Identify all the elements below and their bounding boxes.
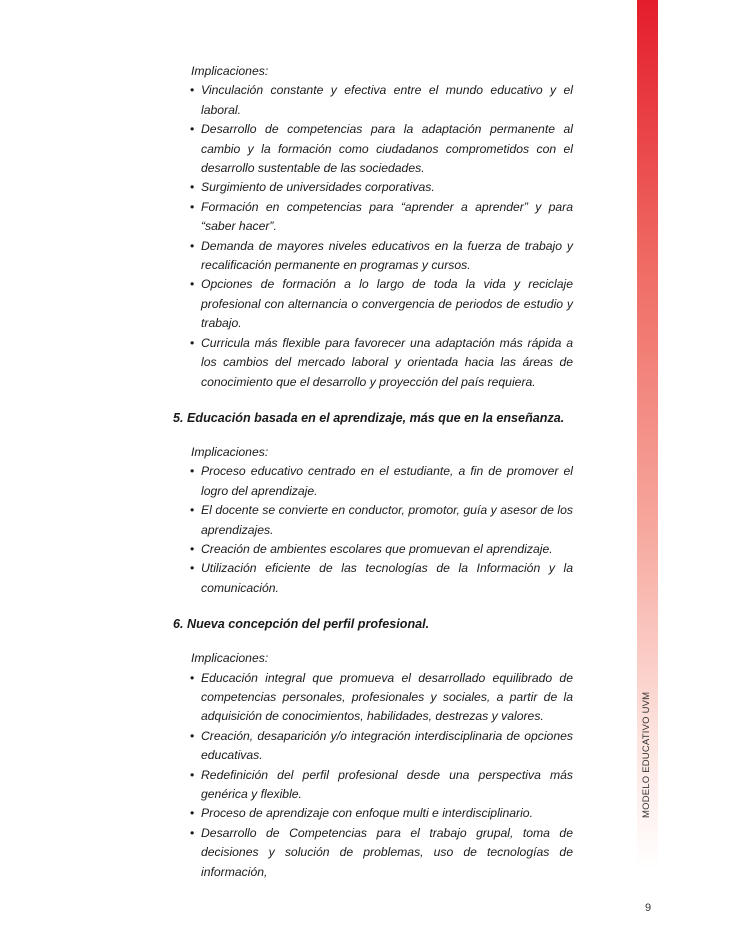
section-6-heading: 6. Nueva concepción del perfil profesional. xyxy=(173,617,430,632)
bullet-icon: • xyxy=(190,122,195,137)
list-item: • Redefinición del perfil profesional desde una perspectiva más genérica y flexible. xyxy=(190,767,573,801)
list-item: • Creación de ambientes escolares que promuevan el aprendizaje. xyxy=(173,540,573,559)
bullet-icon: • xyxy=(190,767,195,782)
bullet-icon: • xyxy=(190,825,195,840)
section-implications-a xyxy=(173,62,573,392)
bullet-list-5 xyxy=(173,462,573,598)
implications-label: Implicaciones: xyxy=(191,651,269,666)
list-item: • Opciones de formación a lo largo de toda la vida y reciclaje profesional con alternancia o convergencia de periodos de estudio y trabajo. xyxy=(190,277,573,331)
list-item: • Curricula más flexible para favorecer una adaptación más rápida a los cambios del mercado laboral y orientada hacia las áreas de conocimiento que el desarrollo y proyección del país requiera. xyxy=(190,335,573,389)
section-5 xyxy=(173,409,573,598)
bullet-icon: • xyxy=(190,728,195,743)
page-body xyxy=(173,62,573,882)
list-item: • Surgimiento de universidades corporativas. xyxy=(173,178,573,197)
list-item: • Desarrollo de competencias para la adaptación permanente al cambio y la formación como ciudadanos comprometidos con el desarrollo sustentable de las sociedades. xyxy=(190,122,573,176)
bullet-list-a xyxy=(173,81,573,392)
implications-label: Implicaciones: xyxy=(191,444,269,459)
sidebar-label: MODELO EDUCATIVO UVM xyxy=(641,691,652,818)
bullet-icon: • xyxy=(190,464,195,479)
list-item: • Creación, desaparición y/o integración interdisciplinaria de opciones educativas. xyxy=(190,728,573,763)
bullet-icon: • xyxy=(190,83,195,98)
list-item: • Proceso educativo centrado en el estudiante, a fin de promover el logro del aprendizaje. xyxy=(190,464,573,498)
bullet-icon: • xyxy=(190,335,195,350)
bullet-icon: • xyxy=(190,238,195,253)
bullet-icon: • xyxy=(190,199,195,214)
bullet-icon: • xyxy=(190,541,195,556)
bullet-icon: • xyxy=(190,806,195,821)
bullet-icon: • xyxy=(190,670,195,685)
list-item: • Formación en competencias para “aprender a aprender” y para “saber hacer”. xyxy=(190,199,573,234)
implications-label: Implicaciones: xyxy=(191,64,269,78)
list-item: • El docente se convierte en conductor, promotor, guía y asesor de los aprendizajes. xyxy=(190,503,573,537)
section-5-heading: 5. Educación basada en el aprendizaje, más que en la enseñanza. xyxy=(173,410,565,425)
section-6 xyxy=(173,615,573,882)
list-item: • Vinculación constante y efectiva entre el mundo educativo y el laboral. xyxy=(190,83,573,117)
list-item: • Educación integral que promueva el desarrollado equilibrado de competencias personales, profesionales y sociales, a partir de la adquisición de conocimientos, habilidades, destrezas y valores. xyxy=(190,670,573,724)
bullet-icon: • xyxy=(190,277,195,292)
bullet-icon: • xyxy=(190,180,195,195)
list-item: • Proceso de aprendizaje con enfoque multi e interdisciplinario. xyxy=(173,804,573,823)
bullet-icon: • xyxy=(190,561,195,576)
list-item: • Desarrollo de Competencias para el trabajo grupal, toma de decisiones y solución de problemas, uso de tecnologías de información, xyxy=(190,825,573,879)
list-item: • Utilización eficiente de las tecnologías de la Información y la comunicación. xyxy=(190,561,573,595)
bullet-list-6 xyxy=(173,669,573,882)
bullet-icon: • xyxy=(190,503,195,518)
list-item: • Demanda de mayores niveles educativos en la fuerza de trabajo y recalificación permanente en programas y cursos. xyxy=(190,238,573,273)
page-number: 9 xyxy=(644,902,652,914)
